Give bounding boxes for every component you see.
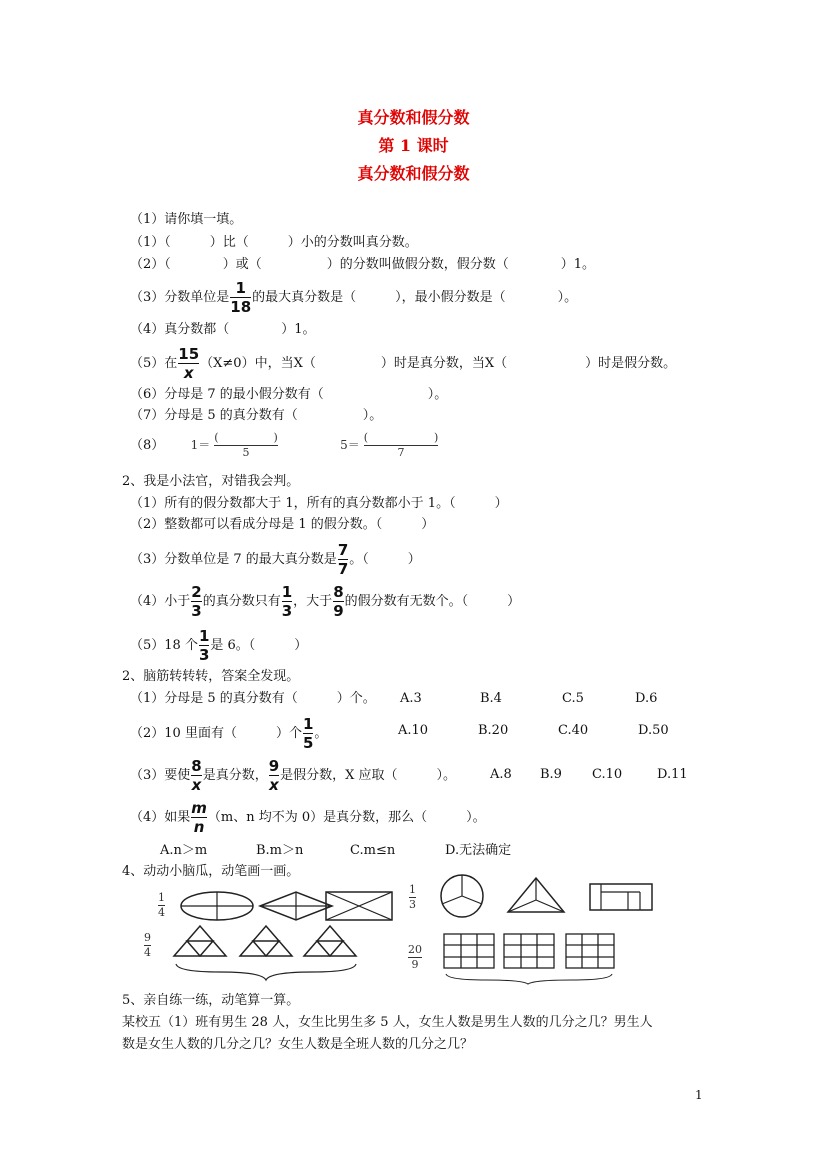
option-b: B.9 xyxy=(540,767,562,782)
fraction-label-1-3: $\frac{1}{3}$ xyxy=(409,883,416,911)
fraction: $\frac{1}{5}$ xyxy=(302,715,314,752)
question-2-2: （2）整数都可以看成分母是 1 的假分数。（ ） xyxy=(130,517,435,532)
option-d: D.无法确定 xyxy=(445,843,512,858)
question-1-1: （1）（ ）比（ ）小的分数叫真分数。 xyxy=(130,235,418,250)
option-d: D.11 xyxy=(657,767,688,782)
option-b: B.20 xyxy=(478,723,509,738)
lesson-title: 第 1 课时 xyxy=(378,136,449,155)
option-c: C.5 xyxy=(562,691,584,706)
option-c: C.m≤n xyxy=(350,843,396,858)
question-1-3: （3）分数单位是 $\frac{1}{18}$ 的最大真分数是（ ），最小假分数是（ ）。 xyxy=(130,279,578,316)
question-1-2: （2）（ ）或（ ）的分数叫做假分数，假分数（ ）1。 xyxy=(130,257,596,272)
word-problem-line-1: 某校五（1）班有男生 28 人，女生比男生多 5 人，女生人数是男生人数的几分之几？男生人 xyxy=(122,1015,653,1030)
fraction-label-20-9: $\frac{20}{9}$ xyxy=(408,943,422,971)
section-2-heading: 2、我是小法官，对错我会判。 xyxy=(122,474,300,489)
drawing-grids xyxy=(442,932,657,984)
question-2-1: （1）所有的假分数都大于 1，所有的真分数都小于 1。（ ） xyxy=(130,496,508,511)
fraction: $\frac{1}{3}$ xyxy=(198,627,210,664)
question-2-3: （3）分数单位是 7 的最大真分数是 $\frac{7}{7}$ 。（ ） xyxy=(130,541,421,578)
question-2-5: （5）18 个 $\frac{1}{3}$ 是 6。（ ） xyxy=(130,627,308,664)
drawing-triangles xyxy=(170,924,365,984)
option-a: A.3 xyxy=(400,691,422,706)
question-1-7: （7）分母是 5 的真分数有（ ）。 xyxy=(130,408,383,423)
option-d: D.50 xyxy=(638,723,669,738)
question-3-4: （4）如果 $\frac{m}{n}$ （m、n 均不为 0）是真分数，那么（ ）。 xyxy=(130,799,486,836)
section-5-heading: 5、亲自练一练，动笔算一算。 xyxy=(122,993,300,1008)
section-1-heading: （1）请你填一填。 xyxy=(130,212,243,227)
fraction: $\frac{8}{9}$ xyxy=(333,583,344,620)
sub-title: 真分数和假分数 xyxy=(357,164,470,183)
fraction: $\frac{9}{x}$ xyxy=(268,757,280,794)
option-a: A.n＞m xyxy=(160,843,208,858)
option-a: A.10 xyxy=(398,723,429,738)
question-1-6: （6）分母是 7 的最小假分数有（ ）。 xyxy=(130,387,448,402)
fraction: $\frac{1}{3}$ xyxy=(281,583,293,620)
blank-fraction: ( ) 7 xyxy=(363,431,439,459)
fraction: $\frac{2}{3}$ xyxy=(191,583,202,620)
option-d: D.6 xyxy=(635,691,658,706)
option-c: C.40 xyxy=(558,723,589,738)
page-number: 1 xyxy=(695,1088,703,1102)
question-2-4: （4）小于 $\frac{2}{3}$ 的真分数只有 $\frac{1}{3}$ ，大于 $\frac{8}{9}$ 的假分数有无数个。（ ） xyxy=(130,583,521,620)
blank-fraction: ( ) 5 xyxy=(214,431,278,459)
question-1-4: （4）真分数都（ ）1。 xyxy=(130,322,316,337)
option-c: C.10 xyxy=(592,767,623,782)
question-3-3: （3）要使 $\frac{8}{x}$ 是真分数， $\frac{9}{x}$ 是假分数，X 应取（ ）。 xyxy=(130,757,457,794)
fraction: $\frac{15}{x}$ xyxy=(178,345,200,382)
fraction: $\frac{1}{18}$ xyxy=(230,279,252,316)
fraction: $\frac{8}{x}$ xyxy=(191,757,202,794)
question-3-2: （2）10 里面有（ ）个 $\frac{1}{5}$ 。 xyxy=(130,715,328,752)
main-title: 真分数和假分数 xyxy=(357,108,470,127)
option-b: B.m＞n xyxy=(256,843,304,858)
question-3-1: （1）分母是 5 的真分数有（ ）个。 xyxy=(130,691,376,706)
option-a: A.8 xyxy=(490,767,512,782)
section-3-heading: 2、脑筋转转转，答案全发现。 xyxy=(122,669,300,684)
drawing-shapes-quarters xyxy=(180,890,395,924)
fraction: $\frac{7}{7}$ xyxy=(337,541,349,578)
section-4-heading: 4、动动小脑瓜，动笔画一画。 xyxy=(122,864,300,879)
option-b: B.4 xyxy=(480,691,502,706)
word-problem-line-2: 数是女生人数的几分之几？女生人数是全班人数的几分之几？ xyxy=(122,1037,474,1052)
question-1-8: （8） 1＝ ( ) 5 5＝ ( ) 7 xyxy=(130,431,439,459)
fraction: $\frac{m}{n}$ xyxy=(191,799,207,836)
drawing-shapes-thirds xyxy=(440,878,655,916)
question-1-5: （5）在 $\frac{15}{x}$ （X≠0）中，当X（ ）时是真分数，当X（ ）时是假分数。 xyxy=(130,345,677,382)
fraction-label-9-4: $\frac{9}{4}$ xyxy=(144,931,151,959)
fraction-label-1-4: $\frac{1}{4}$ xyxy=(158,891,165,919)
